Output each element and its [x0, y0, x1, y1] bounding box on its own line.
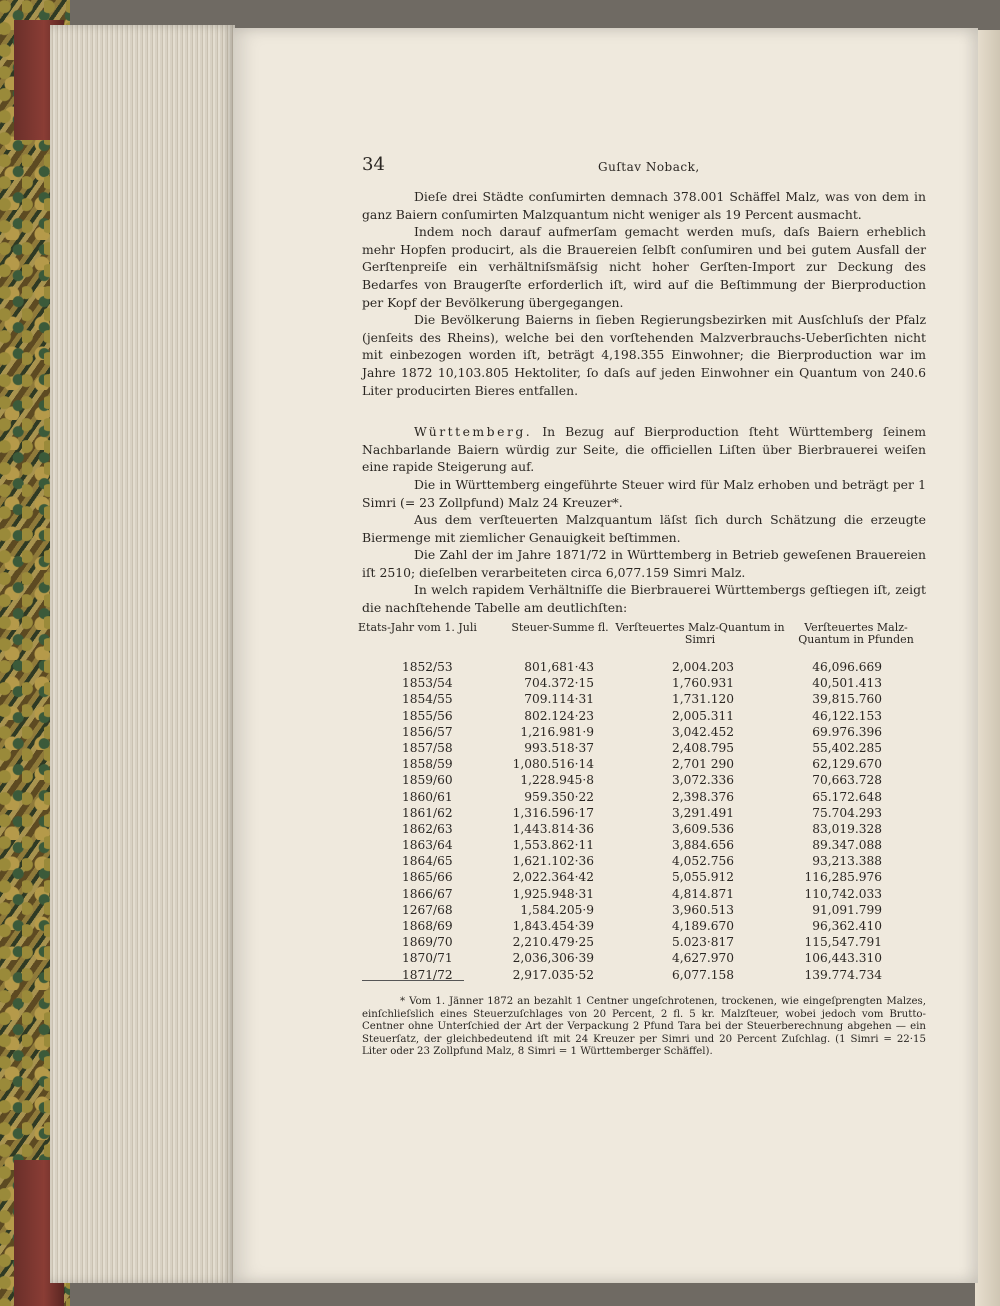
table-cell: 3,960.513: [671, 902, 734, 917]
table-cell: 1861/62: [402, 805, 453, 820]
table-cell: 1865/66: [402, 870, 453, 885]
table-cell: 3,884.656: [671, 838, 734, 853]
table-cell: 40,501.413: [812, 676, 882, 691]
table-cell: 4,052.756: [671, 854, 734, 869]
table-row: [362, 935, 926, 951]
table-cell: 1854/55: [402, 692, 453, 707]
table-cell: 802.124·23: [524, 708, 594, 723]
table-cell: 93,213.388: [812, 854, 882, 869]
table-cell: 3,291.491: [671, 805, 734, 820]
table-row: [362, 822, 926, 838]
section-gap: [362, 399, 926, 423]
table-cell: 5.023·817: [671, 935, 734, 950]
table-cell: 1,553.862·11: [512, 838, 594, 853]
table-cell: 1,316.596·17: [512, 805, 594, 820]
table-cell: 1852/53: [402, 660, 453, 674]
table-cell: 1,843.454·39: [512, 919, 594, 933]
table-cell: 1,443.814·36: [512, 821, 594, 836]
table-cell: 1,621.102·36: [512, 854, 594, 869]
table-cell: 2,398.376: [671, 789, 734, 804]
table-cell: 1,228.945·8: [520, 773, 594, 788]
table-cell: 110,742.033: [804, 886, 882, 901]
paragraph: Die in Württemberg eingeführte Steuer wird für Malz erhoben und beträgt per 1 Simri (= 23 Zollpfund) Malz 24 Kreuzer*.: [362, 476, 926, 510]
paragraph: Die Bevölkerung Baierns in ſieben Regierungsbezirken mit Ausſchluſs der Pfalz (jenſeits des Rheins), welche bei den vorſtehenden Malzverbrauchs-Ueberſichten nicht mit einbezogen worden iſt, beträgt 4,198.355 Einwohner; die Bierproduction war im Jahre 1872 10,103.805 Hektoliter, ſo daſs auf jeden Einwohner ein Quantum von 240.6 Liter producirten Bieres entfallen.: [362, 312, 926, 398]
table-cell: 2,917.035·52: [512, 967, 594, 982]
table-row: [362, 692, 926, 708]
table-row: [362, 757, 926, 773]
table-row: [362, 741, 926, 757]
column-header-simri: Verſteuertes Malz-Quantum in Simri: [615, 621, 785, 646]
table-cell: 993.518·37: [524, 740, 594, 755]
table-row: [362, 660, 926, 676]
table-cell: 5,055.912: [671, 870, 734, 885]
table-cell: 46,122.153: [812, 708, 882, 723]
table-row: [362, 919, 926, 935]
table-cell: 1,584.205·9: [520, 902, 594, 917]
table-row: [362, 854, 926, 870]
table-cell: 1855/56: [402, 708, 453, 723]
table-row: [362, 951, 926, 967]
table-cell: 1864/65: [402, 854, 453, 869]
table-cell: 70,663.728: [812, 773, 882, 788]
paragraph: In welch rapidem Verhältniſſe die Bierbrauerei Württembergs geſtiegen iſt, zeigt die nachſtehende Tabelle am deutlichſten:: [362, 582, 926, 616]
paragraph: Dieſe drei Städte conſumirten demnach 378.001 Schäffel Malz, was von dem in ganz Baiern conſumirten Malzquantum nicht weniger als 19 Percent ausmacht.: [362, 189, 926, 222]
table-row: [362, 709, 926, 725]
table-cell: 83,019.328: [812, 821, 882, 836]
table-row: [362, 725, 926, 741]
table-cell: 139.774.734: [804, 967, 882, 982]
table-cell: 1,080.516·14: [512, 757, 594, 772]
table-cell: 1,731.120: [671, 692, 734, 707]
table-row: [362, 870, 926, 886]
table-cell: 1856/57: [402, 724, 453, 739]
table-cell: 1267/68: [402, 902, 453, 917]
footnote-text: * Vom 1. Jänner 1872 an bezahlt 1 Centner ungeſchrotenen, trockenen, wie eingeſprengten Malzes, einſchlieſslich eines Steuerzuſchlages von 20 Percent, 2 fl. 5 kr. Malzſteuer, wobei jedoch vom Brutto-Centner ohne Unterſchied der Art der Verpackung 2 Pfund Tara bei der Steuerberechnung abgehen — ein Steuerſatz, der gleichbedeutend iſt mit 24 Kreuzer per Simri und 20 Percent Zuſchlag. (1 Simri = 22·15 Liter oder 23 Zollpfund Malz, 8 Simri = 1 Württemberger Schäffel).: [362, 996, 926, 1058]
table-cell: 62,129.670: [812, 757, 882, 772]
paragraph-text: In Bezug auf Bierproduction ſteht Württemberg ſeinem Nachbarlande Baiern würdig zur Seite, die officiellen Liſten über Bierbrauerei weiſen eine rapide Steigerung auf.: [362, 424, 926, 475]
table-cell: 1,760.931: [671, 676, 734, 691]
table-cell: 1871/72: [402, 967, 453, 982]
running-head: Guſtav Noback,: [598, 160, 700, 174]
table-row: [362, 887, 926, 903]
table-cell: 1869/70: [402, 935, 453, 950]
table-cell: 3,042.452: [671, 724, 734, 739]
table-cell: 1857/58: [402, 740, 453, 755]
paragraph: Indem noch darauf aufmerſam gemacht werden muſs, daſs Baiern erheblich mehr Hopfen producirt, als die Brauereien ſelbſt conſumiren und bei gutem Ausfall der Gerſtenpreiſe ein verhältniſsmäſsig nicht hoher Gerſten-Import zur Deckung des Bedarfes von Braugerſte erforderlich iſt, wird auf die Beſtimmung der Bierproduction per Kopf der Bevölkerung übergegangen.: [362, 224, 926, 310]
table-cell: 6,077.158: [671, 967, 734, 982]
table-cell: 4,189.670: [671, 919, 734, 933]
table-cell: 2,210.479·25: [512, 935, 594, 950]
table-cell: 1859/60: [402, 773, 453, 788]
table-cell: 1870/71: [402, 951, 453, 966]
table-cell: 96,362.410: [812, 919, 882, 933]
table-cell: 2,004.203: [671, 660, 734, 674]
facing-page-edge: [975, 30, 1000, 1306]
table-cell: 1860/61: [402, 789, 453, 804]
table-cell: 709.114·31: [524, 692, 594, 707]
table-cell: 75.704.293: [812, 805, 882, 820]
column-header-year: Etats-Jahr vom 1. Juli: [358, 621, 477, 634]
table-cell: 55,402.285: [812, 740, 882, 755]
table-cell: 4,627.970: [671, 951, 734, 966]
table-row: [362, 790, 926, 806]
table-cell: 2,408.795: [671, 740, 734, 755]
table-cell: 65.172.648: [812, 789, 882, 804]
table-cell: 801,681·43: [524, 660, 594, 674]
paragraph: Aus dem verſteuerten Malzquantum läſst ſich durch Schätzung die erzeugte Biermenge mit ziemlicher Genauigkeit beſtimmen.: [362, 512, 926, 545]
table-row: [362, 838, 926, 854]
footnote-rule: [362, 980, 464, 981]
table-cell: 46,096.669: [812, 660, 882, 674]
table-cell: 115,547.791: [804, 935, 882, 950]
table-cell: 4,814.871: [671, 886, 734, 901]
table-cell: 69.976.396: [812, 724, 882, 739]
table-cell: 2,005.311: [671, 708, 734, 723]
table-cell: 106,443.310: [804, 951, 882, 966]
column-header-pfund: Verſteuertes Malz-Quantum in Pfunden: [798, 621, 914, 646]
table-cell: 3,072.336: [671, 773, 734, 788]
paragraph-wuerttemberg: [362, 423, 926, 476]
table-row: [362, 773, 926, 789]
table-cell: 1863/64: [402, 838, 453, 853]
table-cell: 1,925.948·31: [512, 886, 594, 901]
body-text: [362, 188, 926, 617]
table-cell: 1862/63: [402, 821, 453, 836]
table-cell: 1,216.981·9: [520, 724, 594, 739]
table-header: [358, 621, 926, 656]
table-cell: 39,815.760: [812, 692, 882, 707]
table-row: [362, 903, 926, 919]
table-cell: 1853/54: [402, 676, 453, 691]
table-cell: 1866/67: [402, 886, 453, 901]
table-cell: 116,285.976: [804, 870, 882, 885]
table-row: [362, 676, 926, 692]
table-cell: 3,609.536: [671, 821, 734, 836]
malt-tax-table: [358, 621, 926, 982]
page-number: 34: [362, 154, 385, 175]
table-cell: 91,091.799: [812, 902, 882, 917]
table-cell: 2,022.364·42: [512, 870, 594, 885]
table-cell: 89.347.088: [812, 838, 882, 853]
section-heading: Württemberg.: [414, 424, 533, 440]
page-edges: [50, 25, 235, 1283]
table-row: [362, 968, 926, 984]
paragraph: Die Zahl der im Jahre 1871/72 in Württemberg in Betrieb geweſenen Brauereien iſt 2510; dieſelben verarbeiteten circa 6,077.159 Simri Malz.: [362, 547, 926, 580]
table-cell: 2,701 290: [671, 757, 734, 772]
table-cell: 704.372·15: [524, 676, 594, 691]
table-body: [362, 660, 926, 984]
column-header-tax: Steuer-Summe fl.: [511, 621, 609, 634]
footnote: [362, 996, 926, 1059]
table-cell: 1868/69: [402, 919, 453, 933]
table-cell: 2,036,306·39: [512, 951, 594, 966]
table-cell: 959.350·22: [524, 789, 594, 804]
table-cell: 1858/59: [402, 757, 453, 772]
table-row: [362, 806, 926, 822]
